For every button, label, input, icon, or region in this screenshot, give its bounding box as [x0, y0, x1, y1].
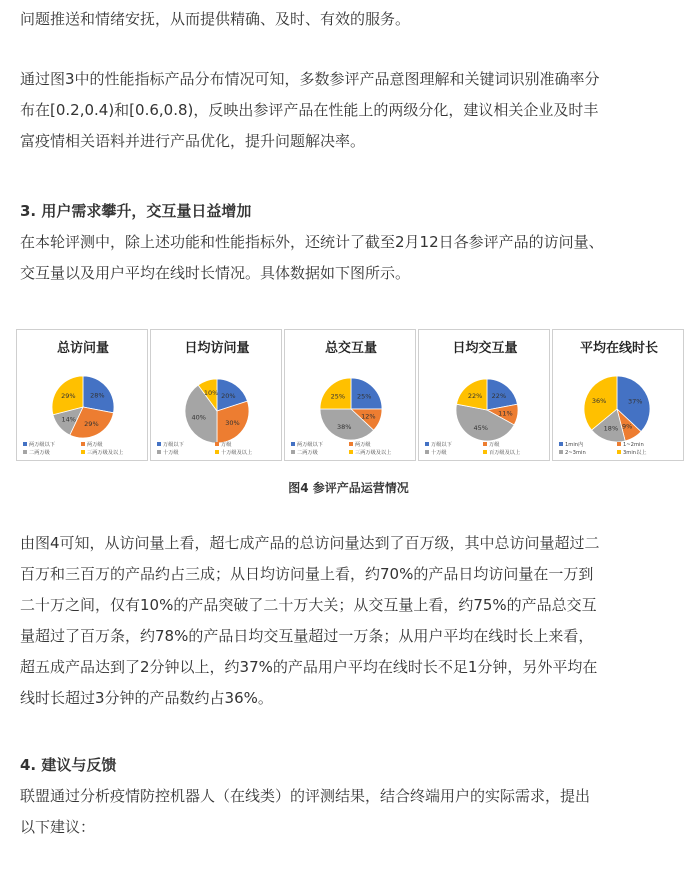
paragraph-service-summary	[20, 4, 680, 35]
section-heading-4: 4. 建议与反馈	[20, 756, 117, 774]
legend-swatch	[215, 442, 219, 446]
pie-chart-panel	[16, 329, 148, 461]
pie-slice-label: 37%	[627, 397, 643, 406]
pie-slice-label: 22%	[491, 392, 507, 401]
legend-label: 三两万级及以上	[87, 450, 124, 456]
legend-swatch	[425, 442, 429, 446]
pie-chart-title: 平均在线时长	[579, 341, 659, 356]
legend-label: 2~3min	[565, 450, 586, 456]
pie-chart-title: 日均访问量	[184, 341, 250, 356]
legend-label: 两万级	[355, 442, 371, 448]
pie-slice-label: 30%	[225, 418, 240, 427]
pie-slice-label: 29%	[61, 392, 76, 401]
pie-chart	[553, 330, 685, 462]
legend-label: 两万级以下	[29, 442, 55, 448]
pie-chart-panel	[552, 329, 684, 461]
legend-swatch	[157, 450, 161, 454]
pie-slice-label: 29%	[84, 420, 99, 429]
paragraph-figure-analysis	[20, 528, 680, 714]
legend-swatch	[425, 450, 429, 454]
legend-swatch	[617, 442, 621, 446]
pie-slice-label: 14%	[61, 415, 76, 424]
paragraph-line: 以下建议：	[20, 818, 96, 836]
paragraph-line: 通过图3中的性能指标产品分布情况可知，多数参评产品意图理解和关键词识别准确率分	[20, 70, 600, 88]
legend-label: 十万级	[163, 450, 179, 456]
figure-4-pie-charts	[16, 329, 686, 463]
legend-swatch	[23, 450, 27, 454]
legend-swatch	[157, 442, 161, 446]
pie-chart-panel	[150, 329, 282, 461]
legend-swatch	[23, 442, 27, 446]
legend-label: 万级	[489, 442, 500, 448]
legend-label: 万级以下	[163, 442, 184, 448]
legend-swatch	[349, 450, 353, 454]
pie-slice-label: 10%	[203, 389, 219, 398]
paragraph-line: 百万和三百万的产品约占三成；从日均访问量上看，约70%的产品日均访问量在一万到	[20, 565, 594, 583]
legend-label: 万级以下	[431, 442, 452, 448]
legend-swatch	[483, 450, 487, 454]
pie-slice-label: 20%	[221, 392, 236, 400]
pie-chart-title: 总访问量	[56, 341, 110, 356]
pie-slice-label: 18%	[603, 424, 619, 433]
pie-slice-label: 38%	[336, 422, 352, 431]
pie-chart-title: 日均交互量	[452, 341, 518, 356]
legend-swatch	[215, 450, 219, 454]
paragraph-line: 线时长超过3分钟的产品数约占36%。	[20, 689, 273, 707]
legend-swatch	[81, 442, 85, 446]
pie-chart	[285, 330, 417, 462]
legend-label: 1~2min	[623, 442, 644, 448]
section-heading-3: 3. 用户需求攀升，交互量日益增加	[20, 202, 252, 220]
pie-slice-label: 45%	[473, 424, 488, 432]
pie-slice-label: 11%	[498, 409, 513, 418]
legend-label: 万级	[221, 442, 232, 448]
legend-label: 二两万级	[29, 450, 50, 456]
legend-label: 三两万级及以上	[355, 450, 392, 456]
legend-label: 百万级及以上	[489, 450, 521, 456]
legend-label: 十万级	[431, 450, 447, 456]
pie-slice-label: 9%	[621, 422, 633, 431]
legend-swatch	[559, 450, 563, 454]
paragraph-line: 问题推送和情绪安抚，从而提供精确、及时、有效的服务。	[20, 10, 411, 28]
legend-label: 两万级	[87, 442, 103, 448]
paragraph-suggestions-intro	[20, 781, 680, 843]
pie-slice-label: 25%	[356, 392, 372, 401]
pie-chart-panel	[418, 329, 550, 461]
pie-chart	[151, 330, 283, 462]
paragraph-line: 富疫情相关语料并进行产品优化，提升问题解决率。	[20, 132, 366, 150]
pie-slice-label: 40%	[191, 413, 206, 422]
paragraph-line: 由图4可知，从访问量上看，超七成产品的总访问量达到了百万级，其中总访问量超过二	[20, 534, 600, 552]
legend-label: 1min内	[565, 442, 584, 448]
legend-swatch	[291, 442, 295, 446]
legend-swatch	[559, 442, 563, 446]
pie-chart	[419, 330, 551, 462]
paragraph-line: 二十万之间，仅有10%的产品突破了二十万大关；从交互量上看，约75%的产品总交互	[20, 596, 597, 614]
figure-caption: 图4 参评产品运营情况	[288, 481, 409, 495]
paragraph-performance-distribution	[20, 64, 680, 157]
legend-label: 3min以上	[623, 450, 647, 456]
pie-slice-label: 12%	[361, 412, 376, 421]
legend-swatch	[81, 450, 85, 454]
legend-swatch	[291, 450, 295, 454]
legend-label: 二两万级	[297, 450, 318, 456]
paragraph-evaluation-scope	[20, 227, 680, 289]
paragraph-line: 交互量以及用户平均在线时长情况。具体数据如下图所示。	[20, 264, 411, 282]
paragraph-line: 在本轮评测中，除上述功能和性能指标外，还统计了截至2月12日各参评产品的访问量、	[20, 233, 604, 251]
legend-label: 两万级以下	[297, 442, 323, 448]
legend-label: 十万级及以上	[221, 450, 253, 456]
pie-slice-label: 28%	[90, 391, 105, 400]
pie-chart-panel	[284, 329, 416, 461]
paragraph-line: 联盟通过分析疫情防控机器人（在线类）的评测结果，结合终端用户的实际需求，提出	[20, 787, 591, 805]
pie-chart	[17, 330, 149, 462]
pie-slice-label: 22%	[467, 392, 483, 401]
legend-swatch	[349, 442, 353, 446]
paragraph-line: 量超过了百万条，约78%的产品日均交互量超过一万条；从用户平均在线时长上来看，	[20, 627, 594, 645]
pie-slice-label: 36%	[591, 397, 607, 406]
legend-swatch	[483, 442, 487, 446]
legend-swatch	[617, 450, 621, 454]
pie-chart-title: 总交互量	[324, 341, 378, 356]
pie-slice-label: 25%	[330, 392, 346, 401]
paragraph-line: 超五成产品达到了2分钟以上，约37%的产品用户平均在线时长不足1分钟，另外平均在	[20, 658, 598, 676]
paragraph-line: 布在[0.2,0.4)和[0.6,0.8)，反映出参评产品在性能上的两级分化，建议相关企业及时丰	[20, 101, 599, 119]
